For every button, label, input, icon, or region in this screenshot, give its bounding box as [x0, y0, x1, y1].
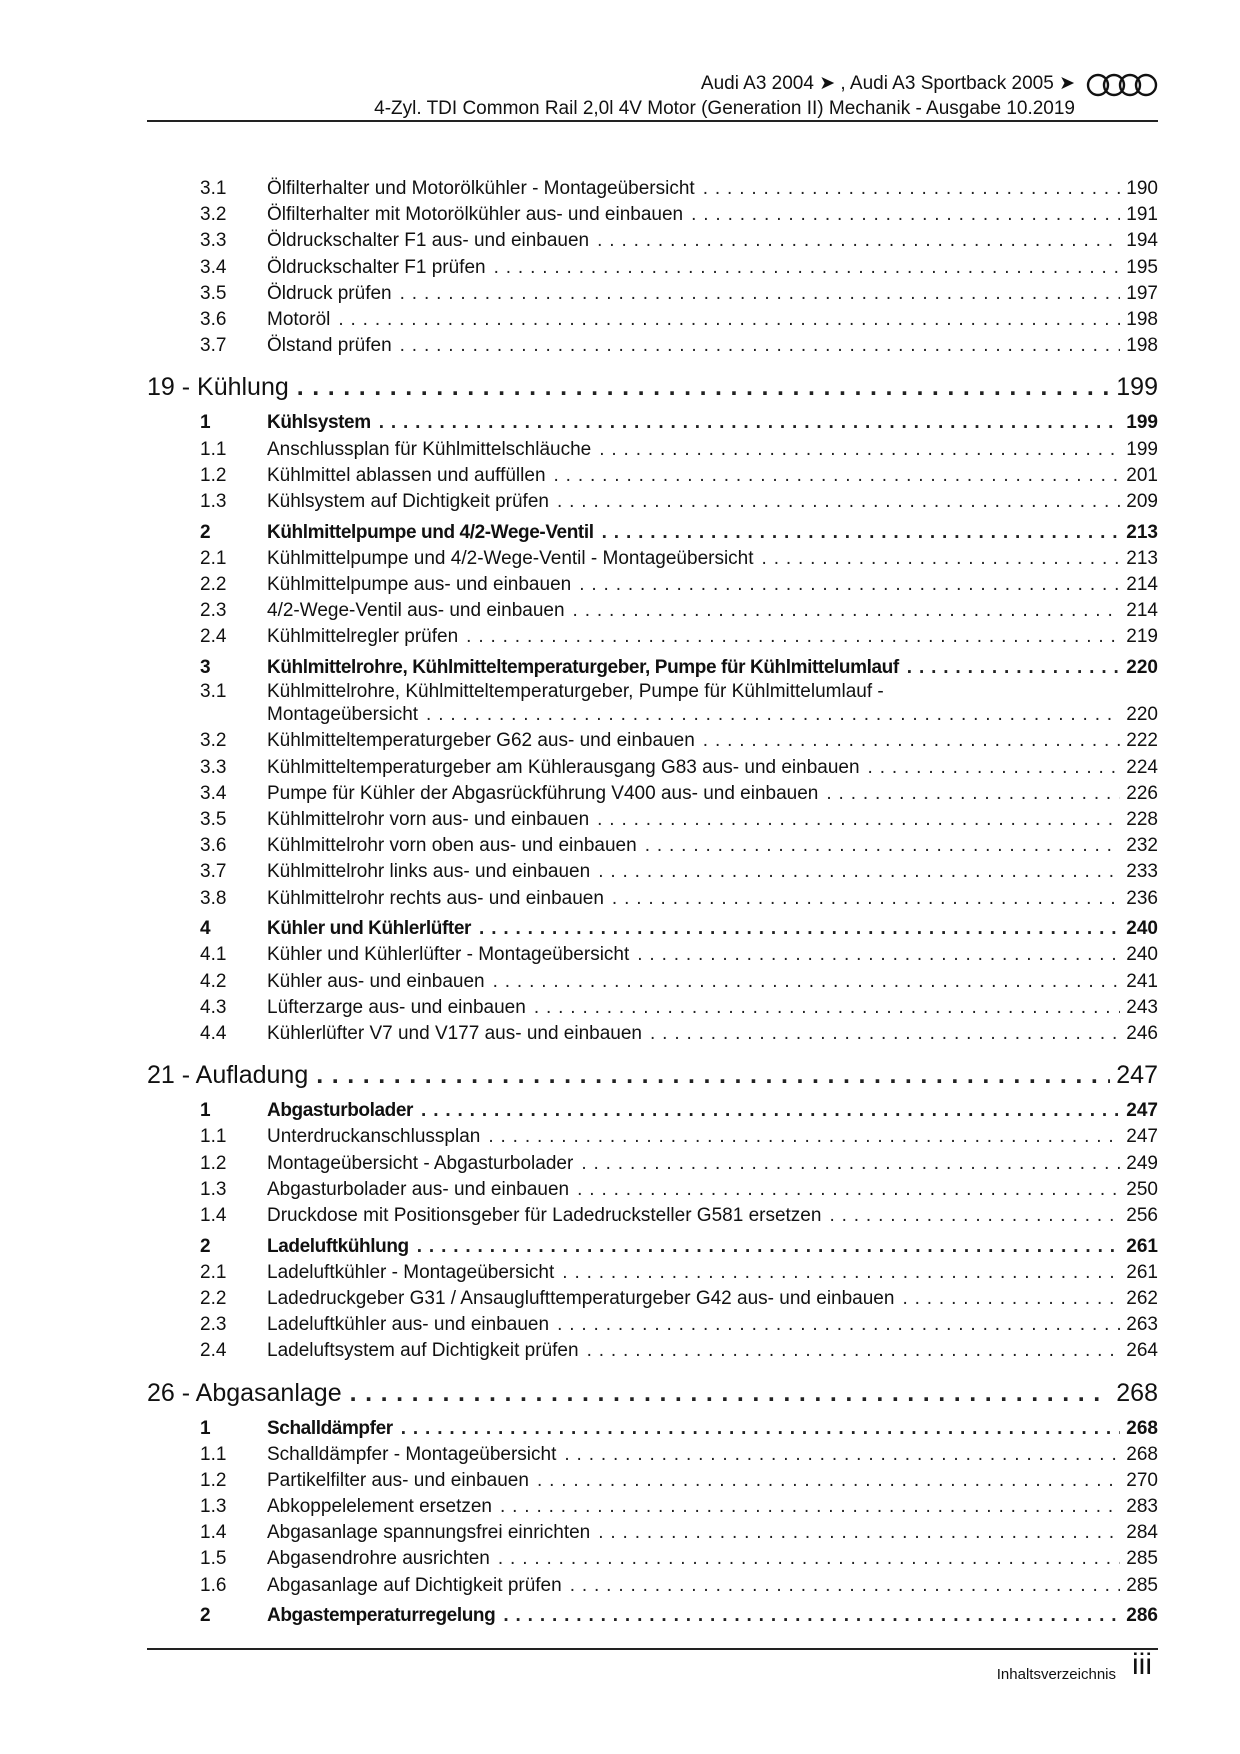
toc-entry-page: 250 [1126, 1178, 1158, 1200]
toc-entry-number: 2.4 [200, 1340, 227, 1362]
toc-entry-title: Kühlmittelrohr links aus- und einbauen [267, 861, 591, 883]
toc-entry-title: Öldruck prüfen [267, 282, 392, 304]
toc-entry-number: 1.3 [200, 1496, 227, 1518]
toc-entry[interactable] [147, 489, 1158, 515]
toc-entry-number: 3.1 [200, 681, 227, 703]
toc-entry-title: Druckdose mit Positionsgeber für Ladedrucksteller G581 ersetzen [267, 1204, 822, 1226]
toc-entry-page: 191 [1126, 204, 1158, 226]
dot-leader [564, 1442, 1120, 1468]
dot-leader [612, 886, 1120, 912]
dot-leader [573, 598, 1121, 624]
toc-section[interactable] [147, 1603, 1158, 1629]
toc-entry-page: 247 [1126, 1126, 1158, 1148]
toc-entry-title: Abgasturbolader aus- und einbauen [267, 1178, 570, 1200]
toc-entry-number: 1.1 [200, 1126, 227, 1148]
toc-entry-title: Kühlmittelrohre, Kühlmitteltemperaturgeber, Pumpe für Kühlmittelumlauf [267, 657, 899, 678]
toc-entry-number: 1.1 [200, 438, 227, 460]
toc-entry[interactable] [147, 833, 1158, 859]
toc-entry-page: 219 [1126, 626, 1158, 648]
toc-entry-page: 268 [1126, 1417, 1158, 1439]
dot-leader [562, 1260, 1120, 1286]
toc-entry[interactable] [147, 1442, 1158, 1468]
toc-entry-title: 19 - Kühlung [147, 373, 289, 402]
header-rule [147, 120, 1158, 122]
toc-entry-number: 1.2 [200, 464, 227, 486]
toc-entry-page: 213 [1126, 547, 1158, 569]
toc-entry[interactable] [147, 1468, 1158, 1494]
toc-entry-title: Kühlerlüfter V7 und V177 aus- und einbauen [267, 1022, 642, 1044]
toc-entry-page: 198 [1126, 308, 1158, 330]
toc-entry-number: 1 [200, 1417, 211, 1439]
dot-leader [577, 1177, 1120, 1203]
toc-entry-title: Kühlsystem [267, 412, 371, 434]
toc-entry[interactable] [147, 1021, 1158, 1047]
dot-leader [466, 624, 1120, 650]
table-of-contents [147, 176, 1158, 1630]
dot-leader [379, 410, 1121, 436]
toc-entry-number: 3.2 [200, 204, 227, 226]
toc-entry-page: 256 [1126, 1204, 1158, 1226]
dot-leader [401, 1416, 1121, 1442]
toc-entry-number: 3.2 [200, 730, 227, 752]
toc-entry-page: 213 [1126, 521, 1158, 543]
toc-entry[interactable] [147, 681, 1158, 702]
toc-section[interactable] [147, 410, 1158, 436]
toc-entry[interactable] [147, 1177, 1158, 1203]
dot-leader [400, 333, 1121, 359]
header-manual-title: 4-Zyl. TDI Common Rail 2,0l 4V Motor (Generation II) Mechanik - Ausgabe 10.2019 [374, 98, 1075, 119]
dot-leader [479, 916, 1120, 942]
toc-entry[interactable] [147, 463, 1158, 489]
dot-leader [650, 1021, 1120, 1047]
toc-entry-page: 285 [1126, 1574, 1158, 1596]
dot-leader [400, 281, 1121, 307]
toc-entry[interactable] [147, 1124, 1158, 1150]
dot-leader [534, 995, 1120, 1021]
toc-entry-number: 2.1 [200, 1261, 227, 1283]
toc-entry-number: 4 [200, 918, 211, 940]
dot-leader [645, 833, 1121, 859]
toc-entry-number: 3.4 [200, 782, 227, 804]
toc-entry[interactable] [147, 202, 1158, 228]
toc-section[interactable] [147, 916, 1158, 942]
dot-leader [597, 807, 1120, 833]
toc-entry-number: 3.3 [200, 756, 227, 778]
toc-entry-number: 3.7 [200, 335, 227, 357]
dot-leader [868, 755, 1121, 781]
toc-entry-page: 246 [1126, 1022, 1158, 1044]
toc-entry-title: Abgasturbolader [267, 1100, 414, 1122]
toc-entry-page: 198 [1126, 335, 1158, 357]
toc-entry-title: Pumpe für Kühler der Abgasrückführung V400 aus- und einbauen [267, 782, 819, 804]
dot-leader [557, 1312, 1120, 1338]
dot-leader [703, 728, 1121, 754]
toc-entry-page: 263 [1126, 1314, 1158, 1336]
dot-leader [637, 942, 1120, 968]
toc-entry-title: Ladeluftkühler - Montageübersicht [267, 1261, 555, 1283]
toc-entry-title: Kühlmittelrohr vorn aus- und einbauen [267, 808, 590, 830]
toc-entry[interactable] [147, 333, 1158, 359]
toc-entry-number: 1.4 [200, 1522, 227, 1544]
toc-entry-number: 4.3 [200, 996, 227, 1018]
toc-entry-number: 3.3 [200, 230, 227, 252]
toc-entry-number: 2.2 [200, 1287, 227, 1309]
toc-entry-title: Anschlussplan für Kühlmittelschläuche [267, 438, 592, 460]
toc-entry-title: Abgasanlage auf Dichtigkeit prüfen [267, 1574, 562, 1596]
toc-entry-page: 268 [1126, 1443, 1158, 1465]
toc-entry-title: Öldruckschalter F1 prüfen [267, 256, 486, 278]
toc-entry-title: Unterdruckanschlussplan [267, 1126, 481, 1148]
toc-entry-page: 199 [1116, 373, 1158, 402]
toc-entry-number: 3.6 [200, 308, 227, 330]
toc-entry-title: Kühlmittelregler prüfen [267, 626, 459, 648]
toc-entry-title: Partikelfilter aus- und einbauen [267, 1469, 529, 1491]
toc-entry-title: Schalldämpfer - Montageübersicht [267, 1443, 557, 1465]
toc-entry[interactable] [147, 1203, 1158, 1229]
toc-entry-title: Kühlmittelrohr vorn oben aus- und einbauen [267, 835, 637, 857]
dot-leader [826, 781, 1120, 807]
dot-leader [907, 655, 1121, 681]
toc-entry-title: Kühlmittelrohr rechts aus- und einbauen [267, 887, 604, 909]
toc-entry-number: 3.7 [200, 861, 227, 883]
toc-chapter[interactable] [147, 1371, 1158, 1415]
toc-entry-number: 2.3 [200, 600, 227, 622]
toc-entry-page: 220 [1126, 704, 1158, 726]
toc-entry-number: 2.4 [200, 626, 227, 648]
toc-entry[interactable] [147, 624, 1158, 650]
toc-entry-page: 224 [1126, 756, 1158, 778]
toc-entry[interactable] [147, 255, 1158, 281]
toc-entry-page: 220 [1126, 657, 1158, 678]
toc-entry-page: 247 [1126, 1100, 1158, 1122]
toc-entry-title: Ölfilterhalter und Motorölkühler - Montageübersicht [267, 178, 695, 199]
dot-leader [579, 572, 1120, 598]
dot-leader [762, 546, 1121, 572]
dot-leader [338, 307, 1120, 333]
toc-entry-page: 214 [1126, 600, 1158, 622]
toc-entry-number: 4.2 [200, 970, 227, 992]
toc-entry-number: 1.2 [200, 1469, 227, 1491]
toc-entry-title: Kühlmittel ablassen und auffüllen [267, 464, 546, 486]
toc-entry-page: 261 [1126, 1261, 1158, 1283]
toc-section[interactable] [147, 655, 1158, 681]
toc-entry-number: 1 [200, 1100, 211, 1122]
dot-leader [297, 365, 1111, 409]
toc-entry-number: 2.1 [200, 547, 227, 569]
toc-section[interactable] [147, 1234, 1158, 1260]
toc-entry-title: Kühlmittelrohre, Kühlmitteltemperaturgeber, Pumpe für Kühlmittelumlauf - [267, 681, 884, 703]
toc-entry-title: Kühlmitteltemperaturgeber am Kühlerausgang G83 aus- und einbauen [267, 756, 860, 778]
toc-entry[interactable] [147, 969, 1158, 995]
footer-section-label: Inhaltsverzeichnis [996, 1666, 1116, 1683]
toc-entry-page: 268 [1116, 1378, 1158, 1407]
toc-entry-page: 201 [1126, 464, 1158, 486]
toc-entry-page: 214 [1126, 573, 1158, 595]
dot-leader [581, 1151, 1120, 1177]
toc-entry[interactable] [147, 1312, 1158, 1338]
toc-entry[interactable] [147, 546, 1158, 572]
dot-leader [602, 520, 1121, 546]
toc-entry-page: 199 [1126, 438, 1158, 460]
toc-entry-page: 209 [1126, 490, 1158, 512]
dot-leader [316, 1053, 1110, 1097]
dot-leader [488, 1124, 1120, 1150]
toc-entry-title: Kühlsystem auf Dichtigkeit prüfen [267, 490, 549, 512]
toc-entry-title: Kühler aus- und einbauen [267, 970, 485, 992]
toc-entry-number: 1.1 [200, 1443, 227, 1465]
toc-entry[interactable] [147, 437, 1158, 463]
toc-entry-page: 226 [1126, 782, 1158, 804]
toc-entry[interactable] [147, 807, 1158, 833]
dot-leader [350, 1371, 1111, 1415]
toc-entry-page: 194 [1126, 230, 1158, 252]
toc-entry-number: 3.5 [200, 808, 227, 830]
footer-page-number: iii [1132, 1648, 1152, 1681]
toc-entry-page: 236 [1126, 887, 1158, 909]
dot-leader [599, 437, 1120, 463]
toc-entry[interactable] [147, 1260, 1158, 1286]
dot-leader [494, 255, 1121, 281]
toc-entry[interactable] [147, 781, 1158, 807]
toc-entry-title: Montageübersicht [267, 704, 419, 726]
dot-leader [557, 489, 1120, 515]
toc-entry-page: 247 [1116, 1061, 1158, 1090]
toc-entry-page: 261 [1126, 1235, 1158, 1257]
toc-entry[interactable] [147, 1338, 1158, 1364]
audi-rings-logo [1086, 73, 1160, 97]
dot-leader [493, 969, 1121, 995]
toc-entry-number: 3.4 [200, 256, 227, 278]
dot-leader [498, 1546, 1120, 1572]
toc-entry[interactable] [147, 281, 1158, 307]
toc-section[interactable] [147, 1416, 1158, 1442]
toc-entry-title: Ladeluftkühlung [267, 1235, 409, 1257]
toc-entry-page: 264 [1126, 1340, 1158, 1362]
toc-entry-number: 3.8 [200, 887, 227, 909]
toc-entry[interactable] [147, 755, 1158, 781]
toc-entry[interactable] [147, 572, 1158, 598]
toc-entry-title: Motoröl [267, 308, 331, 330]
toc-entry[interactable] [147, 702, 1158, 728]
dot-leader [417, 1234, 1121, 1260]
toc-entry-page: 195 [1126, 256, 1158, 278]
toc-entry-title: Kühlmitteltemperaturgeber G62 aus- und einbauen [267, 730, 695, 752]
toc-entry-title: Abgastemperaturregelung [267, 1605, 496, 1627]
toc-entry-number: 1 [200, 412, 211, 434]
toc-entry-number: 1.3 [200, 1178, 227, 1200]
dot-leader [503, 1603, 1120, 1629]
toc-entry-title: Kühlmittelpumpe und 4/2-Wege-Ventil [267, 521, 594, 543]
dot-leader [691, 202, 1120, 228]
toc-entry[interactable] [147, 1546, 1158, 1572]
toc-entry[interactable] [147, 728, 1158, 754]
toc-entry-page: 284 [1126, 1522, 1158, 1544]
toc-entry-page: 233 [1126, 861, 1158, 883]
toc-entry-title: Kühlmittelpumpe aus- und einbauen [267, 573, 572, 595]
toc-entry-page: 249 [1126, 1152, 1158, 1174]
toc-entry-title: 21 - Aufladung [147, 1061, 309, 1090]
toc-entry[interactable] [147, 995, 1158, 1021]
dot-leader [703, 176, 1121, 202]
toc-entry-number: 1.2 [200, 1152, 227, 1174]
dot-leader [598, 859, 1120, 885]
toc-entry-title: Lüfterzarge aus- und einbauen [267, 996, 526, 1018]
toc-entry[interactable] [147, 886, 1158, 912]
dot-leader [500, 1494, 1120, 1520]
toc-entry-number: 2.3 [200, 1314, 227, 1336]
toc-entry-title: 26 - Abgasanlage [147, 1378, 342, 1407]
toc-entry-number: 1.3 [200, 490, 227, 512]
toc-entry-number: 2 [200, 1235, 211, 1257]
toc-entry-page: 286 [1126, 1605, 1158, 1627]
toc-entry-page: 199 [1126, 412, 1158, 434]
toc-entry-title: 4/2-Wege-Ventil aus- und einbauen [267, 600, 565, 622]
toc-entry-title: Kühlmittelpumpe und 4/2-Wege-Ventil - Montageübersicht [267, 547, 754, 569]
toc-entry-number: 2 [200, 1605, 211, 1627]
toc-entry-number: 3 [200, 657, 211, 678]
toc-entry[interactable] [147, 1573, 1158, 1599]
toc-entry-page: 285 [1126, 1548, 1158, 1570]
header-vehicle-models: Audi A3 2004 ➤ , Audi A3 Sportback 2005 ➤ [700, 73, 1075, 94]
toc-entry-number: 1.5 [200, 1548, 227, 1570]
dot-leader [570, 1573, 1121, 1599]
dot-leader [421, 1098, 1120, 1124]
toc-entry-page: 240 [1126, 918, 1158, 940]
toc-entry-number: 1.6 [200, 1574, 227, 1596]
toc-entry-title: Montageübersicht - Abgasturbolader [267, 1152, 574, 1174]
dot-leader [902, 1286, 1120, 1312]
toc-entry-page: 270 [1126, 1469, 1158, 1491]
toc-entry-page: 197 [1126, 282, 1158, 304]
toc-entry-title: Ölstand prüfen [267, 335, 392, 357]
toc-entry-title: Ladeluftsystem auf Dichtigkeit prüfen [267, 1340, 579, 1362]
dot-leader [537, 1468, 1120, 1494]
toc-entry-title: Abkoppelelement ersetzen [267, 1496, 492, 1518]
dot-leader [598, 1520, 1120, 1546]
toc-entry-number: 3.1 [200, 178, 227, 199]
toc-entry[interactable] [147, 1286, 1158, 1312]
toc-entry-number: 2 [200, 521, 211, 543]
toc-entry-title: Kühler und Kühlerlüfter [267, 918, 472, 940]
toc-entry-title: Abgasanlage spannungsfrei einrichten [267, 1522, 591, 1544]
toc-entry-title: Ladedruckgeber G31 / Ansauglufttemperaturgeber G42 aus- und einbauen [267, 1287, 895, 1309]
toc-entry-title: Schalldämpfer [267, 1417, 393, 1439]
toc-entry-page: 190 [1126, 178, 1158, 199]
toc-entry[interactable] [147, 1494, 1158, 1520]
toc-entry-page: 222 [1126, 730, 1158, 752]
toc-entry-title: Kühler und Kühlerlüfter - Montageübersicht [267, 944, 630, 966]
toc-entry-page: 232 [1126, 835, 1158, 857]
toc-entry-number: 4.4 [200, 1022, 227, 1044]
toc-entry[interactable] [147, 307, 1158, 333]
toc-entry[interactable] [147, 942, 1158, 968]
toc-entry[interactable] [147, 859, 1158, 885]
toc-section[interactable] [147, 520, 1158, 546]
toc-entry[interactable] [147, 1520, 1158, 1546]
toc-entry-page: 262 [1126, 1287, 1158, 1309]
toc-entry[interactable] [147, 176, 1158, 202]
dot-leader [597, 228, 1120, 254]
toc-entry-page: 228 [1126, 808, 1158, 830]
toc-entry-title: Ölfilterhalter mit Motorölkühler aus- und einbauen [267, 204, 684, 226]
toc-entry[interactable] [147, 228, 1158, 254]
toc-chapter[interactable] [147, 1053, 1158, 1097]
toc-entry-page: 240 [1126, 944, 1158, 966]
toc-entry-page: 241 [1126, 970, 1158, 992]
toc-chapter[interactable] [147, 365, 1158, 409]
toc-entry-number: 3.5 [200, 282, 227, 304]
dot-leader [587, 1338, 1121, 1364]
toc-entry-number: 4.1 [200, 944, 227, 966]
toc-entry[interactable] [147, 598, 1158, 624]
toc-entry[interactable] [147, 1151, 1158, 1177]
toc-entry-number: 2.2 [200, 573, 227, 595]
toc-section[interactable] [147, 1098, 1158, 1124]
toc-entry-number: 1.4 [200, 1204, 227, 1226]
toc-entry-page: 283 [1126, 1496, 1158, 1518]
toc-entry-title: Öldruckschalter F1 aus- und einbauen [267, 230, 590, 252]
toc-entry-title: Ladeluftkühler aus- und einbauen [267, 1314, 550, 1336]
toc-entry-number: 3.6 [200, 835, 227, 857]
dot-leader [554, 463, 1121, 489]
dot-leader [426, 702, 1120, 728]
toc-entry-title: Abgasendrohre ausrichten [267, 1548, 490, 1570]
toc-entry-page: 243 [1126, 996, 1158, 1018]
dot-leader [829, 1203, 1120, 1229]
footer-rule [147, 1648, 1158, 1650]
